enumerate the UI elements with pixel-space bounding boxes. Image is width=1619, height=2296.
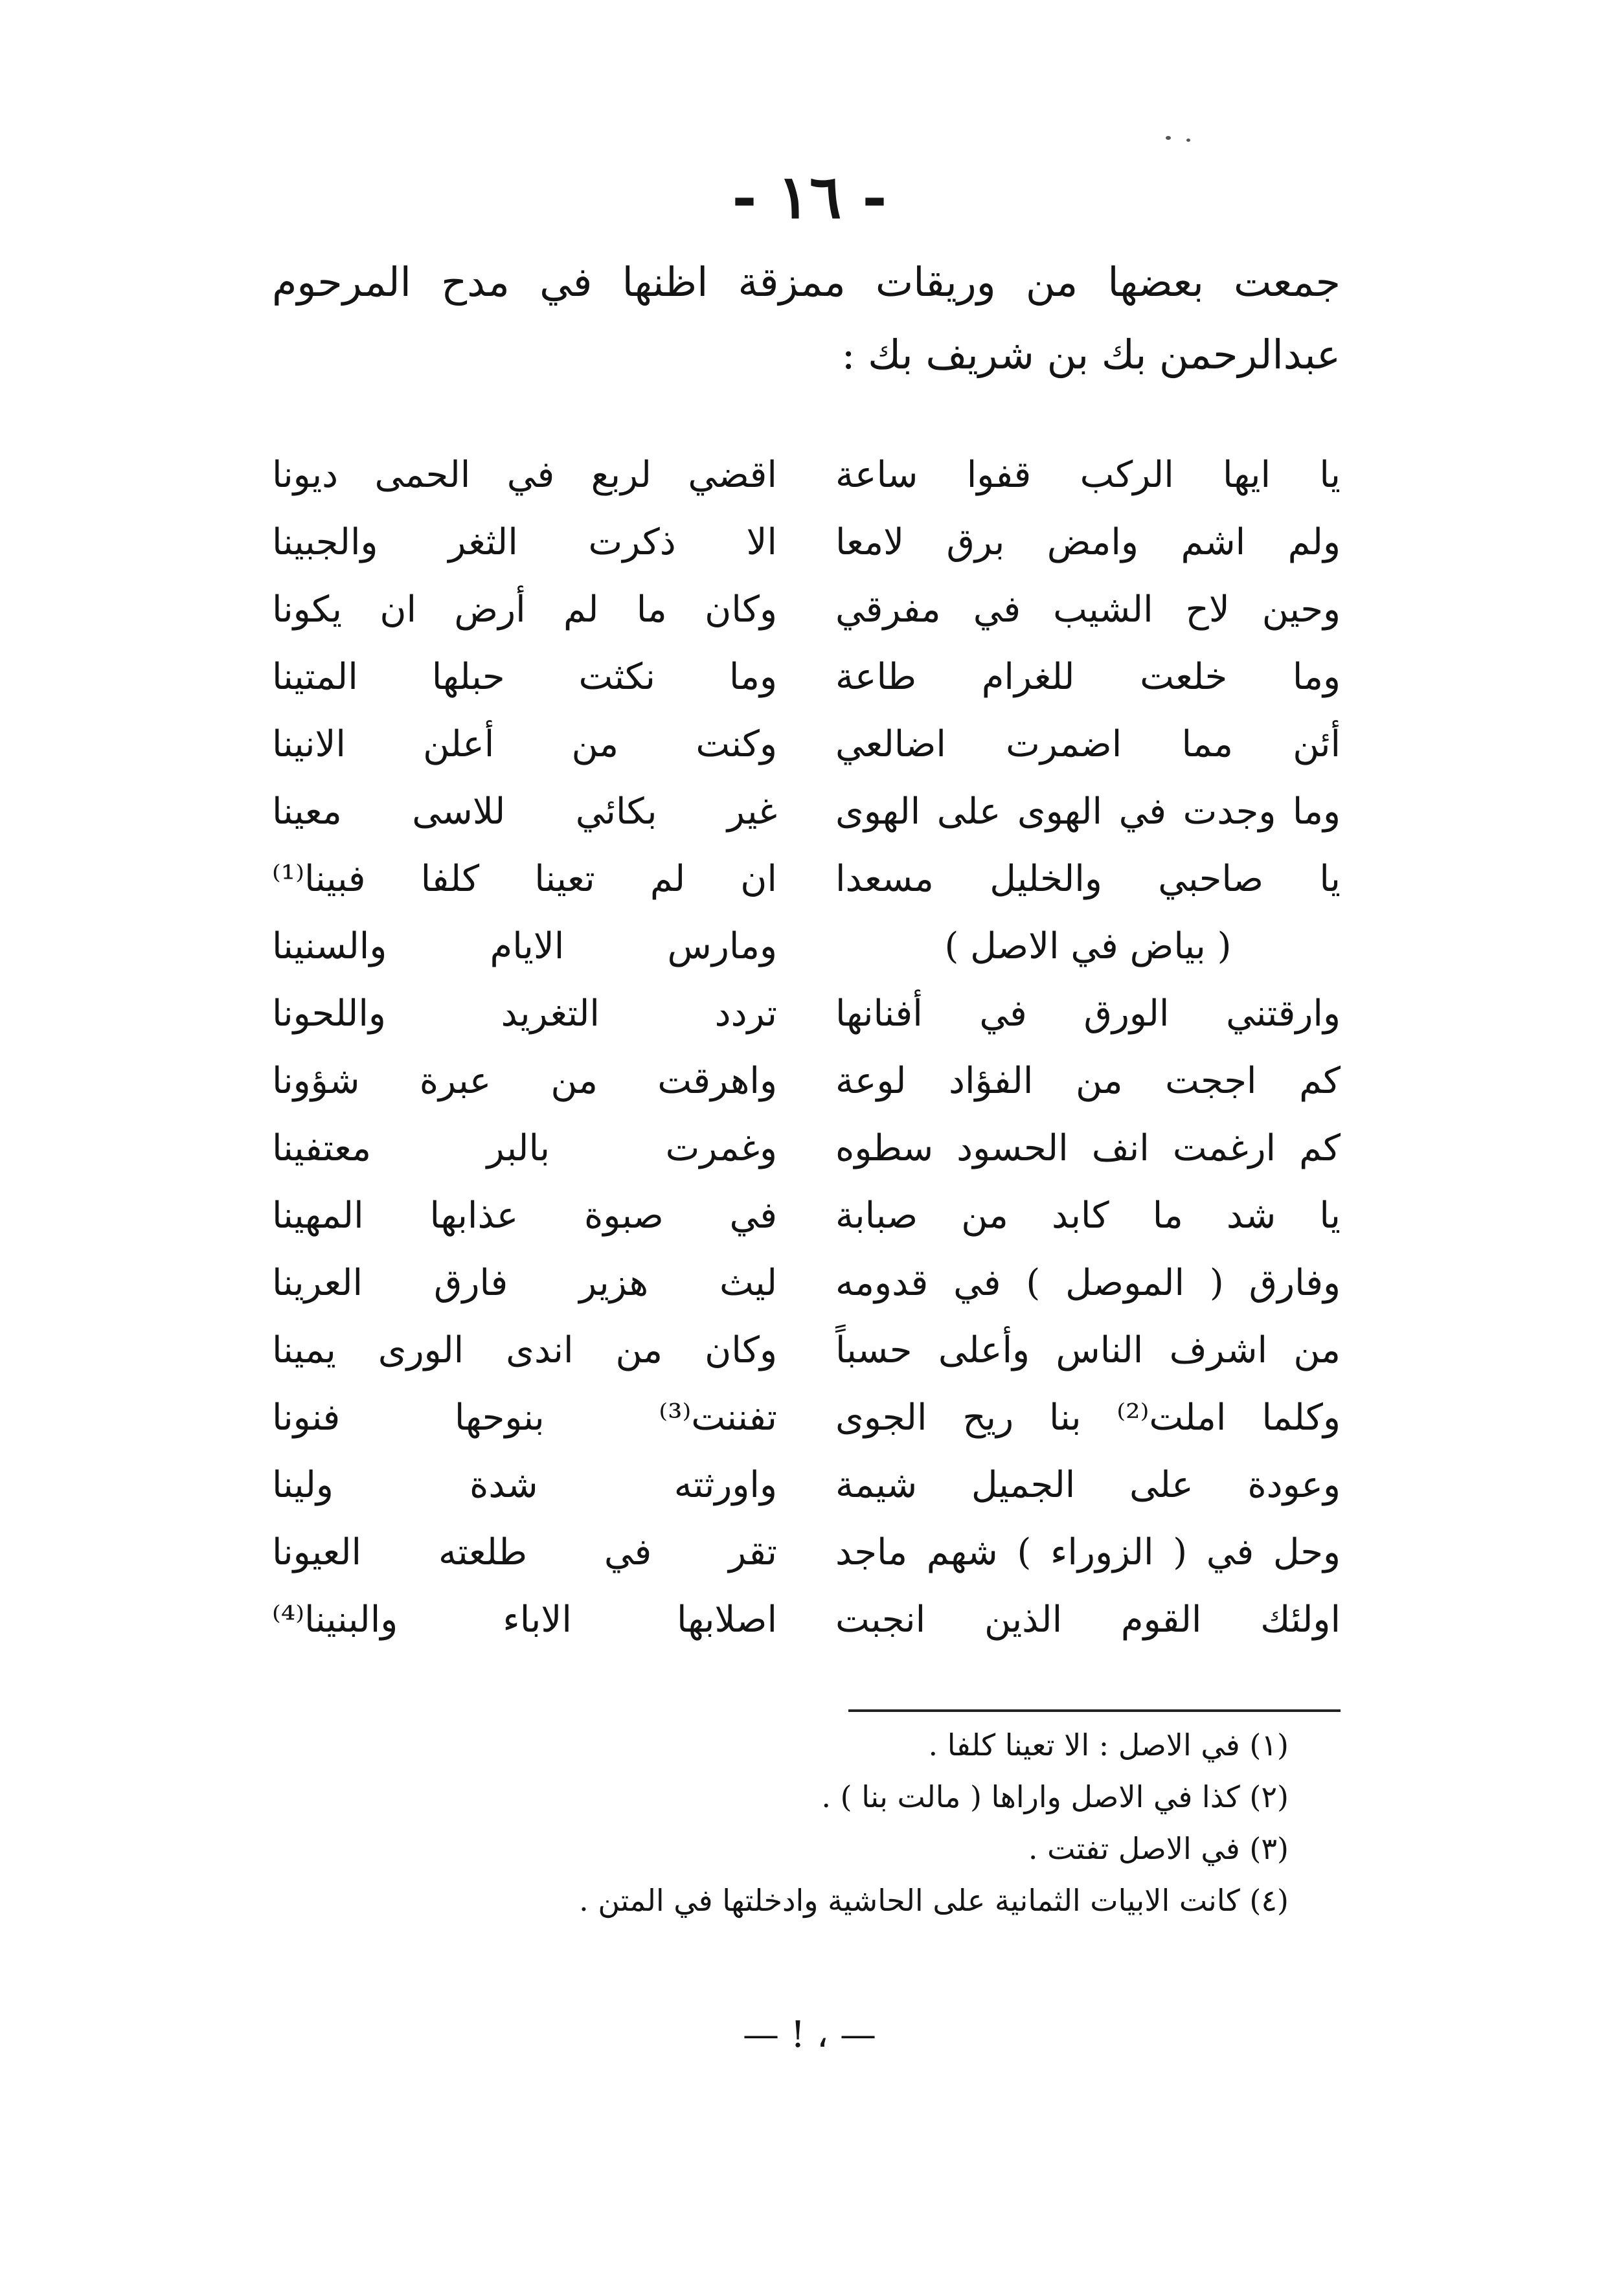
verse-first-hemistich: كم اججت من الفؤاد لوعة	[835, 1060, 1341, 1102]
verse-second-hemistich: ليث هزير فارق العرينا	[272, 1262, 777, 1304]
footnote-separator	[848, 1709, 1341, 1712]
poem-verse	[272, 575, 1341, 645]
poem-verse	[272, 1046, 1341, 1116]
verse-first-hemistich: كم ارغمت انف الحسود سطوه	[835, 1127, 1341, 1169]
poem-verse	[272, 979, 1341, 1049]
poem-verse	[272, 777, 1341, 847]
poem-verse	[272, 1316, 1341, 1386]
poem-verse	[272, 508, 1341, 578]
footnote-2: (٢) كذا في الاصل واراها ( مالت بنا ) .	[821, 1779, 1289, 1814]
poem-verse	[272, 642, 1341, 712]
verse-first-hemistich: وما وجدت في الهوى على الهوى	[835, 791, 1341, 833]
poem-verse	[272, 440, 1341, 510]
intro-line-1: جمعت بعضها من وريقات ممزقة اظنها في مدح المرحوم	[272, 258, 1341, 306]
poem-verse	[272, 1181, 1341, 1251]
poem-verse	[272, 1585, 1341, 1655]
scan-speck	[1186, 139, 1190, 142]
verse-first-hemistich: أئن مما اضمرت اضالعي	[835, 723, 1341, 765]
verse-second-hemistich: تردد التغريد واللحونا	[272, 993, 777, 1035]
verse-second-hemistich: وكان ما لم أرض ان يكونا	[272, 589, 777, 631]
verse-first-hemistich: ولم اشم وامض برق لامعا	[835, 521, 1341, 563]
verse-second-hemistich: وكنت من أعلن الانينا	[272, 723, 777, 765]
poem-verse	[272, 1114, 1341, 1184]
verse-first-hemistich: اولئك القوم الذين انجبت	[835, 1599, 1341, 1641]
verse-second-hemistich: غير بكائي للاسى معينا	[272, 791, 777, 833]
page-number: - ١٦ -	[732, 162, 887, 232]
verse-second-hemistich: تقر في طلعته العيونا	[272, 1531, 777, 1573]
verse-first-hemistich: وكلما املت⁽²⁾ بنا ريح الجوى	[835, 1397, 1341, 1439]
verse-second-hemistich: واهرقت من عبرة شؤونا	[272, 1060, 777, 1102]
verse-first-hemistich: وارقتني الورق في أفنانها	[835, 993, 1341, 1035]
verse-second-hemistich: اقضي لربع في الحمى ديونا	[272, 454, 777, 496]
footnote-4: (٤) كانت الابيات الثمانية على الحاشية وادخلتها في المتن .	[579, 1883, 1289, 1918]
verse-second-hemistich: اصلابها الاباء والبنينا⁽⁴⁾	[272, 1599, 777, 1641]
verse-first-hemistich: يا شد ما كابد من صبابة	[835, 1195, 1341, 1237]
verse-second-hemistich: وما نكثت حبلها المتينا	[272, 656, 777, 698]
poem-verse	[272, 710, 1341, 780]
footnotes	[317, 1719, 1289, 1926]
verse-second-hemistich: ومارس الايام والسنينا	[272, 925, 777, 967]
verse-first-hemistich: وما خلعت للغرام طاعة	[835, 656, 1341, 698]
footnote-1: (١) في الاصل : الا تعينا كلفا .	[928, 1728, 1289, 1762]
poem-verse	[272, 1383, 1341, 1453]
intro-line-2: عبدالرحمن بك بن شريف بك :	[841, 331, 1341, 378]
missing-text-note: ( بياض في الاصل )	[944, 925, 1232, 967]
verse-first-hemistich: وعودة على الجميل شيمة	[835, 1464, 1341, 1506]
verse-second-hemistich: تفننت⁽³⁾ بنوحها فنونا	[272, 1397, 777, 1439]
footnote-3: (٣) في الاصل تفتت .	[1028, 1831, 1289, 1866]
verse-second-hemistich: وغمرت بالبر معتفينا	[272, 1127, 777, 1169]
poem-verse	[272, 1450, 1341, 1520]
verse-second-hemistich: وكان من اندى الورى يمينا	[272, 1329, 777, 1371]
verse-first-hemistich: من اشرف الناس وأعلى حسباً	[835, 1329, 1341, 1371]
intro-paragraph	[272, 246, 1341, 391]
verse-first-hemistich: يا ايها الركب قفوا ساعة	[835, 454, 1341, 496]
verse-second-hemistich: في صبوة عذابها المهينا	[272, 1195, 777, 1237]
poem-verse	[272, 1248, 1341, 1318]
poem-verse	[272, 1518, 1341, 1588]
verse-second-hemistich: الا ذكرت الثغر والجبينا	[272, 521, 777, 563]
poem	[272, 440, 1341, 1671]
verse-first-hemistich: وفارق ( الموصل ) في قدومه	[835, 1262, 1341, 1304]
verse-first-hemistich: وحل في ( الزوراء ) شهم ماجد	[835, 1531, 1341, 1573]
poem-verse	[272, 912, 1341, 982]
verse-first-hemistich: وحين لاح الشيب في مفرقي	[835, 589, 1341, 631]
verse-second-hemistich: واورثته شدة ولينا	[272, 1464, 777, 1506]
verse-second-hemistich: ان لم تعينا كلفا فبينا⁽¹⁾	[272, 858, 777, 900]
scan-speck	[1166, 136, 1171, 140]
poem-verse	[272, 844, 1341, 914]
verse-first-hemistich: يا صاحبي والخليل مسعدا	[835, 858, 1341, 900]
bottom-marks: — ، ! —	[743, 2014, 876, 2056]
